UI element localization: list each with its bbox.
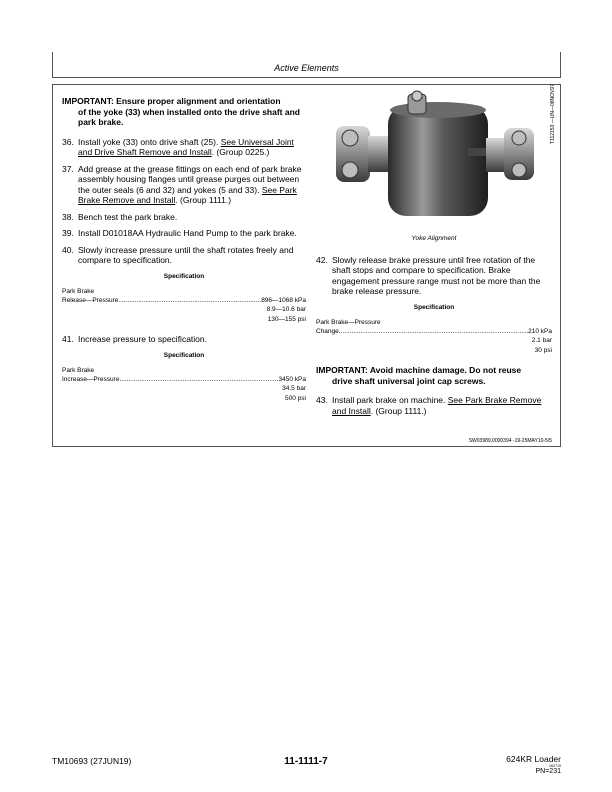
spec-value: 8.9—10.6 bar: [266, 306, 306, 313]
important-lead: IMPORTANT:: [316, 365, 368, 375]
step-42: [316, 255, 552, 297]
spec-value: 210 kPa: [528, 328, 552, 335]
spec-name: Change: [316, 328, 339, 335]
step-39: [62, 228, 306, 239]
specification-increase: [62, 351, 306, 405]
step-number: 39.: [62, 228, 74, 238]
footer-model: 624KR Loader: [506, 754, 561, 764]
spec-title: Specification: [163, 272, 205, 280]
step-number: 40.: [62, 244, 74, 255]
figure-caption: Yoke Alignment: [411, 235, 457, 242]
step-text: Install D01018AA Hydraulic Hand Pump to the park brake.: [78, 228, 297, 238]
step-text: Slowly release brake pressure until free rotation of the shaft stops and compare to specification. Brake engagement pressure range must not be more than the brake release pressure.: [332, 254, 541, 296]
spec-value: 34.5 bar: [282, 385, 306, 392]
document-id: SW03989,0000394 -19-25MAY10-5/5: [468, 438, 552, 444]
step-number: 42.: [316, 254, 328, 265]
footer-manual-id: TM10693 (27JUN19): [52, 756, 132, 766]
park-brake-link[interactable]: See Park Brake Remove and Install: [78, 184, 297, 205]
spec-value: 896—1068 kPa: [261, 297, 306, 304]
step-43: [316, 395, 552, 416]
spec-label: Park Brake: [62, 367, 95, 374]
important-notice-damage: [316, 365, 552, 386]
step-text: Install park brake on machine.: [332, 395, 448, 405]
important-line1: Avoid machine damage. Do not reuse: [369, 365, 522, 375]
leader-dots: [118, 296, 261, 305]
leader-dots: [119, 375, 278, 384]
important-lead: IMPORTANT:: [62, 96, 114, 106]
footer-date-code: 062719: [549, 764, 561, 768]
step-number: 36.: [62, 136, 74, 147]
section-title: Active Elements: [274, 63, 339, 73]
step-number: 38.: [62, 211, 74, 222]
spec-name: Release—Pressure: [62, 297, 119, 304]
step-number: 41.: [62, 334, 74, 344]
park-brake-illustration: [318, 88, 544, 228]
important-rest: drive shaft universal joint cap screws.: [332, 375, 486, 386]
step-text-after: . (Group 1111.): [370, 405, 427, 416]
step-37: [62, 164, 306, 206]
spec-row: [62, 375, 306, 384]
spec-label: Park Brake: [62, 288, 95, 295]
spec-value: 2.1 bar: [531, 337, 552, 344]
spec-row: [62, 296, 306, 305]
step-text: Bench test the park brake.: [78, 211, 178, 222]
spec-value: 500 psi: [285, 395, 306, 402]
section-header: [52, 52, 561, 78]
spec-value: 30 psi: [534, 347, 552, 354]
leader-dots: [339, 327, 528, 336]
important-rest: of the yoke (33) when installed onto the drive shaft and park brake.: [78, 106, 300, 127]
spec-label: Park Brake—Pressure: [316, 319, 381, 326]
important-notice-alignment: [62, 96, 306, 128]
step-text-after: . (Group 1111.): [175, 195, 232, 205]
step-41: [62, 334, 306, 345]
park-brake-link[interactable]: See Park Brake Remove and Install: [332, 395, 542, 416]
step-text: Install yoke (33) onto drive shaft (25).: [78, 136, 221, 147]
specification-change: [316, 303, 552, 357]
footer-right: [506, 754, 561, 775]
footer-page-number: 11-1111-7: [284, 756, 328, 767]
step-number: 43.: [316, 395, 328, 405]
step-38: [62, 212, 306, 223]
yoke-alignment-photo: [318, 84, 556, 228]
step-36: [62, 137, 306, 158]
spec-value: 130—155 psi: [267, 316, 306, 323]
important-line1: Ensure proper alignment and orientation: [116, 96, 281, 106]
step-text-after: . (Group 0225.): [211, 147, 270, 157]
step-text: Slowly increase pressure until the shaft rotates freely and compare to specification.: [78, 244, 294, 265]
footer-pn: PN=231: [535, 768, 561, 775]
left-column: [62, 96, 306, 413]
spec-name: Increase—Pressure: [62, 376, 120, 383]
step-40: [62, 245, 306, 266]
step-number: 37.: [62, 163, 74, 174]
step-text: Add grease at the grease fittings on each end of park brake assembly housing flanges until grease purges out between the outer seals (6 and 32) and yokes (5 and 33).: [78, 163, 302, 195]
spec-value: 3450 kPa: [278, 376, 306, 383]
specification-release: [62, 272, 306, 326]
right-column: [316, 84, 556, 444]
universal-joint-link[interactable]: See Universal Joint and Drive Shaft Remove and Install: [78, 136, 294, 157]
photo-reference-code: T112153 —UN—08NOV97: [550, 84, 556, 144]
spec-title: Specification: [413, 303, 455, 311]
spec-title: Specification: [163, 351, 205, 359]
spec-row: [316, 327, 552, 336]
step-text: Increase pressure to specification.: [78, 334, 207, 344]
